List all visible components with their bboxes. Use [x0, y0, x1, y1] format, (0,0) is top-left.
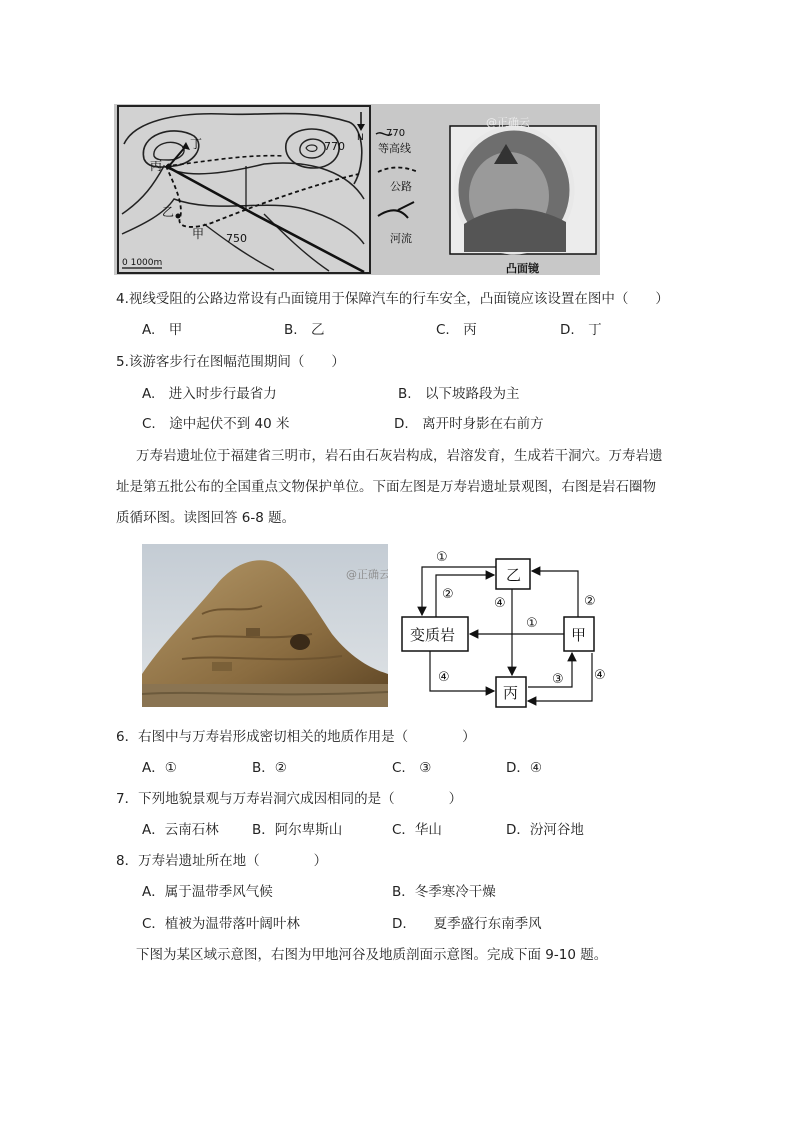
topographic-map-figure	[114, 104, 600, 275]
label-ding: 丁	[190, 137, 203, 151]
label-bing: 丙	[150, 159, 163, 173]
arrow-label-3: ④	[494, 596, 506, 611]
watermark-2: @正确云	[346, 568, 388, 581]
box-bing-label: 丙	[503, 684, 519, 702]
question-4-option-a[interactable]: A. 甲	[142, 322, 183, 338]
question-8-option-b[interactable]: B．冬季寒冷干燥	[392, 884, 496, 900]
box-jia-label: 甲	[571, 626, 587, 644]
wanshouyan-landscape-photo	[142, 544, 388, 707]
box-yi-label: 乙	[506, 566, 522, 584]
legend-contour-symbol: 770	[386, 128, 406, 139]
question-6-option-d[interactable]: D．④	[506, 760, 542, 776]
passage-1-line-3: 质循环图。读图回答 6-8 题。	[116, 510, 296, 526]
question-4-stem: 4.视线受阻的公路边常设有凸面镜用于保障汽车的行车安全，凸面镜应该设置在图中（ ）	[116, 291, 669, 307]
label-yi: 乙	[162, 205, 175, 219]
arrow-label-7: ③	[552, 672, 564, 687]
box-metamorphic-label: 变质岩	[410, 626, 456, 644]
question-5-option-d[interactable]: D. 离开时身影在右前方	[394, 416, 544, 432]
question-5-stem: 5.该游客步行在图幅范围期间（ ）	[116, 354, 345, 370]
legend-road-label: 公路	[390, 180, 412, 193]
contour-770-label: 770	[324, 140, 345, 153]
question-8-option-a[interactable]: A．属于温带季风气候	[142, 884, 273, 900]
legend-river-label: 河流	[390, 232, 412, 245]
arrow-label-6: ④	[438, 670, 450, 685]
topographic-map	[114, 104, 600, 275]
question-6-option-b[interactable]: B．②	[252, 760, 287, 776]
question-8-stem: 8．万寿岩遗址所在地（ ）	[116, 853, 328, 869]
question-4-option-b[interactable]: B. 乙	[284, 322, 325, 338]
question-7-option-d[interactable]: D．汾河谷地	[506, 822, 584, 838]
contour-750-label: 750	[226, 232, 247, 245]
passage-1-line-2: 址是第五批公布的全国重点文物保护单位。下面左图是万寿岩遗址景观图，右图是岩石圈物	[116, 479, 656, 495]
passage-2-line-1: 下图为某区域示意图，右图为甲地河谷及地质剖面示意图。完成下面 9-10 题。	[136, 947, 608, 963]
question-7-stem: 7．下列地貌景观与万寿岩洞穴成因相同的是（ ）	[116, 791, 463, 807]
question-4-option-d[interactable]: D. 丁	[560, 322, 602, 338]
question-6-option-a[interactable]: A．①	[142, 760, 177, 776]
question-7-option-a[interactable]: A．云南石林	[142, 822, 219, 838]
question-8-option-c[interactable]: C．植被为温带落叶阔叶林	[142, 916, 300, 932]
question-6-option-c[interactable]: C. ③	[392, 760, 432, 776]
question-7-option-b[interactable]: B．阿尔卑斯山	[252, 822, 343, 838]
convex-mirror-caption: 凸面镜	[506, 262, 539, 275]
watermark-1: @正确云	[486, 116, 530, 129]
question-4-option-c[interactable]: C. 丙	[436, 322, 477, 338]
arrow-label-2: ②	[442, 587, 454, 602]
question-8-option-d[interactable]: D. 夏季盛行东南季风	[392, 916, 542, 932]
passage-1-line-1: 万寿岩遗址位于福建省三明市，岩石由石灰岩构成，岩溶发育，生成若干洞穴。万寿岩遗	[136, 448, 663, 464]
question-5-option-b[interactable]: B. 以下坡路段为主	[398, 386, 520, 402]
arrow-label-1: ①	[436, 550, 448, 565]
north-label: N	[357, 133, 364, 143]
question-7-option-c[interactable]: C．华山	[392, 822, 442, 838]
question-6-stem: 6．右图中与万寿岩形成密切相关的地质作用是（ ）	[116, 729, 476, 745]
arrow-label-4: ①	[526, 616, 538, 631]
label-jia: 甲	[192, 227, 205, 241]
rock-cycle-diagram	[400, 541, 612, 713]
scale-bar: 0 1000m	[122, 258, 163, 268]
question-5-option-c[interactable]: C. 途中起伏不到 40 米	[142, 416, 290, 432]
arrow-label-5: ②	[584, 594, 596, 609]
legend-contour-label: 等高线	[378, 142, 411, 155]
arrow-label-8: ④	[594, 668, 606, 683]
question-5-option-a[interactable]: A. 进入时步行最省力	[142, 386, 277, 402]
